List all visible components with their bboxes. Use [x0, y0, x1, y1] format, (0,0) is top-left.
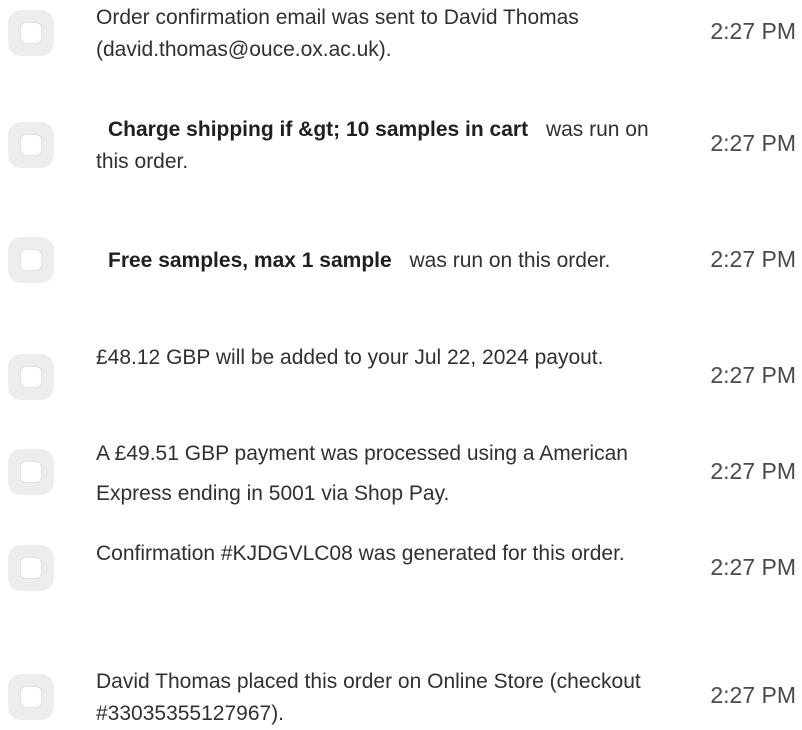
event-time: 2:27 PM: [710, 18, 796, 44]
timeline-bullet-icon: [8, 545, 54, 591]
event-message: [96, 114, 664, 178]
event-time: 2:27 PM: [710, 682, 796, 708]
timeline-event-email-sent: [0, 0, 802, 100]
rule-name[interactable]: Free samples, max 1 sample: [108, 249, 392, 272]
timeline-event-shipping-rule: [0, 110, 802, 220]
event-message: Order confirmation email was sent to David Thomas (david.thomas@ouce.ox.ac.uk).: [96, 6, 579, 61]
event-time: 2:27 PM: [710, 362, 796, 388]
timeline-bullet-icon: [8, 122, 54, 168]
event-time: 2:27 PM: [710, 246, 796, 272]
timeline-event-confirmation: [0, 530, 802, 630]
event-message: A £49.51 GBP payment was processed using a American Express ending in 5001 via Shop Pay.: [96, 442, 628, 505]
timeline-event-free-samples-rule: [0, 230, 802, 320]
event-message: Confirmation #KJDGVLC08 was generated for this order.: [96, 542, 625, 565]
event-message: David Thomas placed this order on Online Store (checkout #33035355127967).: [96, 670, 641, 725]
event-message: [96, 245, 664, 277]
timeline-event-payment: [0, 434, 802, 516]
rule-name[interactable]: Charge shipping if &gt; 10 samples in cart: [108, 118, 529, 141]
timeline-bullet-icon: [8, 354, 54, 400]
timeline-bullet-icon: [8, 449, 54, 495]
event-time: 2:27 PM: [710, 554, 796, 580]
event-message: £48.12 GBP will be added to your Jul 22, 2024 payout.: [96, 346, 604, 369]
timeline-bullet-icon: [8, 674, 54, 720]
event-time: 2:27 PM: [710, 130, 796, 156]
timeline-event-payout: [0, 338, 802, 418]
event-message-text: was run on this order.: [96, 118, 649, 173]
timeline-bullet-icon: [8, 237, 54, 283]
timeline-bullet-icon: [8, 10, 54, 56]
timeline-event-order-placed: [0, 658, 802, 729]
event-time: 2:27 PM: [710, 458, 796, 484]
event-message-text: was run on this order.: [409, 249, 611, 272]
